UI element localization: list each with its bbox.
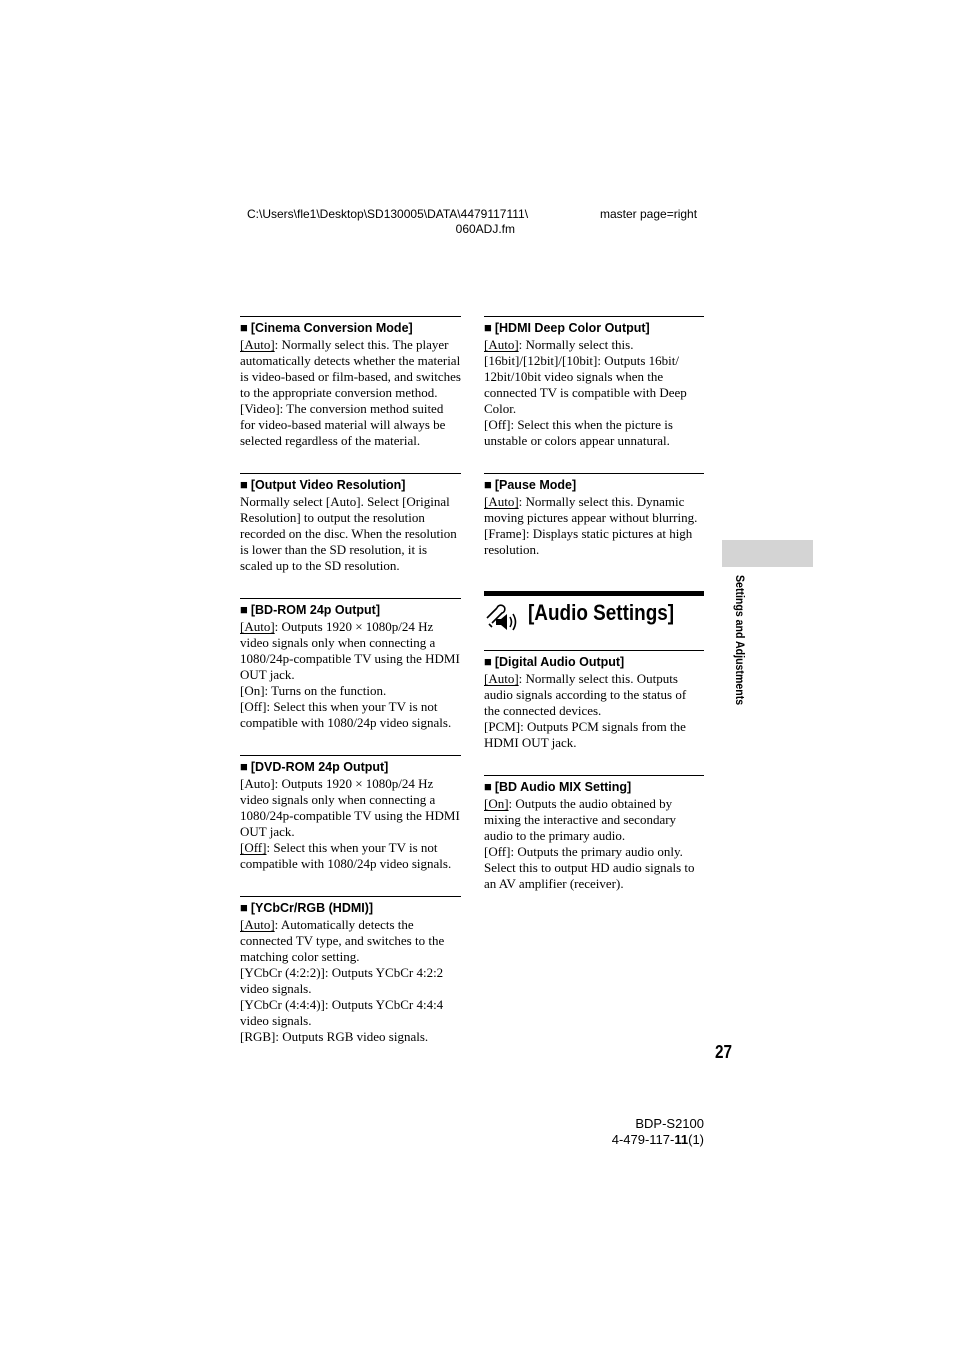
square-bullet-icon: ■ [240, 320, 248, 335]
option-text: [Off]: Select this when your TV is not compatible with 1080/24p video signals. [240, 699, 452, 730]
setting-title-text: [YCbCr/RGB (HDMI)] [250, 901, 374, 915]
option-text: [On]: Turns on the function. [240, 683, 387, 698]
section-gap [484, 449, 704, 473]
setting-title-text: [BD-ROM 24p Output] [250, 603, 381, 617]
square-bullet-icon: ■ [240, 602, 248, 617]
file-path-line1: C:\Users\fle1\Desktop\SD130005\DATA\4479117111\ [247, 207, 529, 221]
setting-title [240, 900, 461, 916]
option-text: [YCbCr (4:4:4)]: Outputs YCbCr 4:4:4 video signals. [240, 997, 444, 1028]
default-option: [On] [484, 796, 509, 811]
default-option: [Auto] [484, 671, 519, 686]
setting-title [484, 654, 704, 670]
default-option: [Auto] [484, 494, 519, 509]
option-description [484, 417, 704, 449]
option-description [240, 401, 461, 449]
option-text: [Auto]: Outputs 1920 × 1080p/24 Hz video signals only when connecting a 1080/24p-compatible TV using the HDMI OUT jack. [240, 776, 460, 839]
file-path-line2: 060ADJ.fm [455, 222, 515, 236]
audio-settings-heading [484, 591, 704, 650]
section-gap [240, 574, 461, 598]
option-description [484, 337, 704, 353]
file-path [247, 207, 529, 237]
option-text: : Normally select this. Outputs audio signals according to the status of the connected devices. [484, 671, 687, 718]
setting-title [240, 320, 461, 336]
option-description [484, 844, 704, 892]
setting-section [240, 316, 461, 449]
option-description [240, 776, 461, 840]
option-text: : Select this when your TV is not compatible with 1080/24p video signals. [240, 840, 452, 871]
document-code-suffix: (1) [688, 1132, 704, 1147]
option-text: : Outputs 1920 × 1080p/24 Hz video signals only when connecting a 1080/24p-compatible TV using the HDMI OUT jack. [240, 619, 460, 682]
setting-description [484, 494, 704, 558]
option-text: [16bit]/[12bit]/[10bit]: Outputs 16bit/ 12bit/10bit video signals when the connected TV is compatible with Deep Color. [484, 353, 687, 416]
option-description [240, 917, 461, 965]
option-text: [Frame]: Displays static pictures at high resolution. [484, 526, 693, 557]
setting-section [240, 896, 461, 1045]
section-gap [240, 731, 461, 755]
square-bullet-icon: ■ [240, 477, 248, 492]
square-bullet-icon: ■ [240, 759, 248, 774]
option-description [484, 719, 704, 751]
setting-title-text: [DVD-ROM 24p Output] [250, 760, 389, 774]
option-description [240, 683, 461, 699]
setting-description [484, 337, 704, 449]
option-text: [PCM]: Outputs PCM signals from the HDMI OUT jack. [484, 719, 686, 750]
left-column [240, 316, 461, 1045]
setting-title-text: [Output Video Resolution] [250, 478, 406, 492]
document-code-bold: 11 [674, 1132, 689, 1147]
square-bullet-icon: ■ [484, 779, 492, 794]
document-code [560, 1132, 704, 1148]
setting-section [240, 598, 461, 731]
setting-title [240, 759, 461, 775]
section-tab [722, 540, 813, 567]
default-option: [Off] [240, 840, 267, 855]
option-description [240, 1029, 461, 1045]
section-side-label: Settings and Adjustments [733, 575, 745, 706]
page-number: 27 [714, 1042, 732, 1062]
option-description [484, 796, 704, 844]
right-column [484, 316, 704, 892]
setting-title [484, 320, 704, 336]
setting-title [484, 477, 704, 493]
audio-settings-sections [484, 650, 704, 892]
default-option: [Auto] [240, 619, 275, 634]
video-settings-continued [484, 316, 704, 558]
option-text: [Off]: Outputs the primary audio only. Select this to output HD audio signals to an AV amplifier (receiver). [484, 844, 695, 891]
setting-description [484, 796, 704, 892]
footer [560, 1116, 704, 1148]
setting-section [484, 473, 704, 558]
setting-title-text: [Cinema Conversion Mode] [250, 321, 413, 335]
section-gap [240, 449, 461, 473]
option-text: Normally select [Auto]. Select [Original Resolution] to output the resolution recorded on the disc. When the resolution is lower than the SD resolution, it is scaled up to the SD resolution. [240, 494, 457, 573]
setting-section [240, 755, 461, 872]
document-code-prefix: 4-479-117- [611, 1132, 675, 1147]
setting-description [240, 917, 461, 1045]
option-description [240, 619, 461, 683]
setting-description [240, 337, 461, 449]
square-bullet-icon: ■ [484, 320, 492, 335]
setting-description [484, 671, 704, 751]
option-text: [Off]: Select this when the picture is unstable or colors appear unnatural. [484, 417, 673, 448]
option-text: [RGB]: Outputs RGB video signals. [240, 1029, 429, 1044]
setting-description [240, 494, 461, 574]
setting-section [484, 650, 704, 751]
setting-title-text: [Pause Mode] [494, 478, 577, 492]
option-text: [Video]: The conversion method suited for video-based material will always be selected regardless of the material. [240, 401, 446, 448]
option-description [484, 526, 704, 558]
audio-settings-icon [484, 602, 522, 632]
section-gap [240, 872, 461, 896]
option-description [484, 671, 704, 719]
setting-title [240, 477, 461, 493]
model-number: BDP-S2100 [635, 1116, 704, 1131]
option-description [240, 965, 461, 997]
setting-title-text: [BD Audio MIX Setting] [494, 780, 632, 794]
audio-settings-title: [Audio Settings] [528, 600, 675, 625]
setting-description [240, 619, 461, 731]
option-description [240, 494, 461, 574]
option-description [240, 337, 461, 401]
master-page-label: master page=right [600, 207, 698, 221]
setting-section [484, 775, 704, 892]
option-text: : Normally select this. [518, 337, 634, 352]
option-description [484, 494, 704, 526]
setting-section [484, 316, 704, 449]
square-bullet-icon: ■ [484, 477, 492, 492]
option-text: : Normally select this. The player automatically detects whether the material is video-based or film-based, and switches to the appropriate conversion method. [240, 337, 461, 400]
square-bullet-icon: ■ [240, 900, 248, 915]
option-description [240, 699, 461, 731]
setting-title-text: [HDMI Deep Color Output] [494, 321, 650, 335]
setting-description [240, 776, 461, 872]
option-text: [YCbCr (4:2:2)]: Outputs YCbCr 4:2:2 video signals. [240, 965, 444, 996]
square-bullet-icon: ■ [484, 654, 492, 669]
setting-title [484, 779, 704, 795]
default-option: [Auto] [240, 337, 275, 352]
setting-title [240, 602, 461, 618]
option-description [240, 997, 461, 1029]
option-text: : Outputs the audio obtained by mixing the interactive and secondary audio to the primary audio. [484, 796, 677, 843]
setting-section [240, 473, 461, 574]
option-text: : Automatically detects the connected TV type, and switches to the matching color setting. [240, 917, 445, 964]
option-description [240, 840, 461, 872]
option-description [484, 353, 704, 417]
section-gap [484, 751, 704, 775]
option-text: : Normally select this. Dynamic moving pictures appear without blurring. [484, 494, 698, 525]
default-option: [Auto] [240, 917, 275, 932]
default-option: [Auto] [484, 337, 519, 352]
setting-title-text: [Digital Audio Output] [494, 655, 625, 669]
